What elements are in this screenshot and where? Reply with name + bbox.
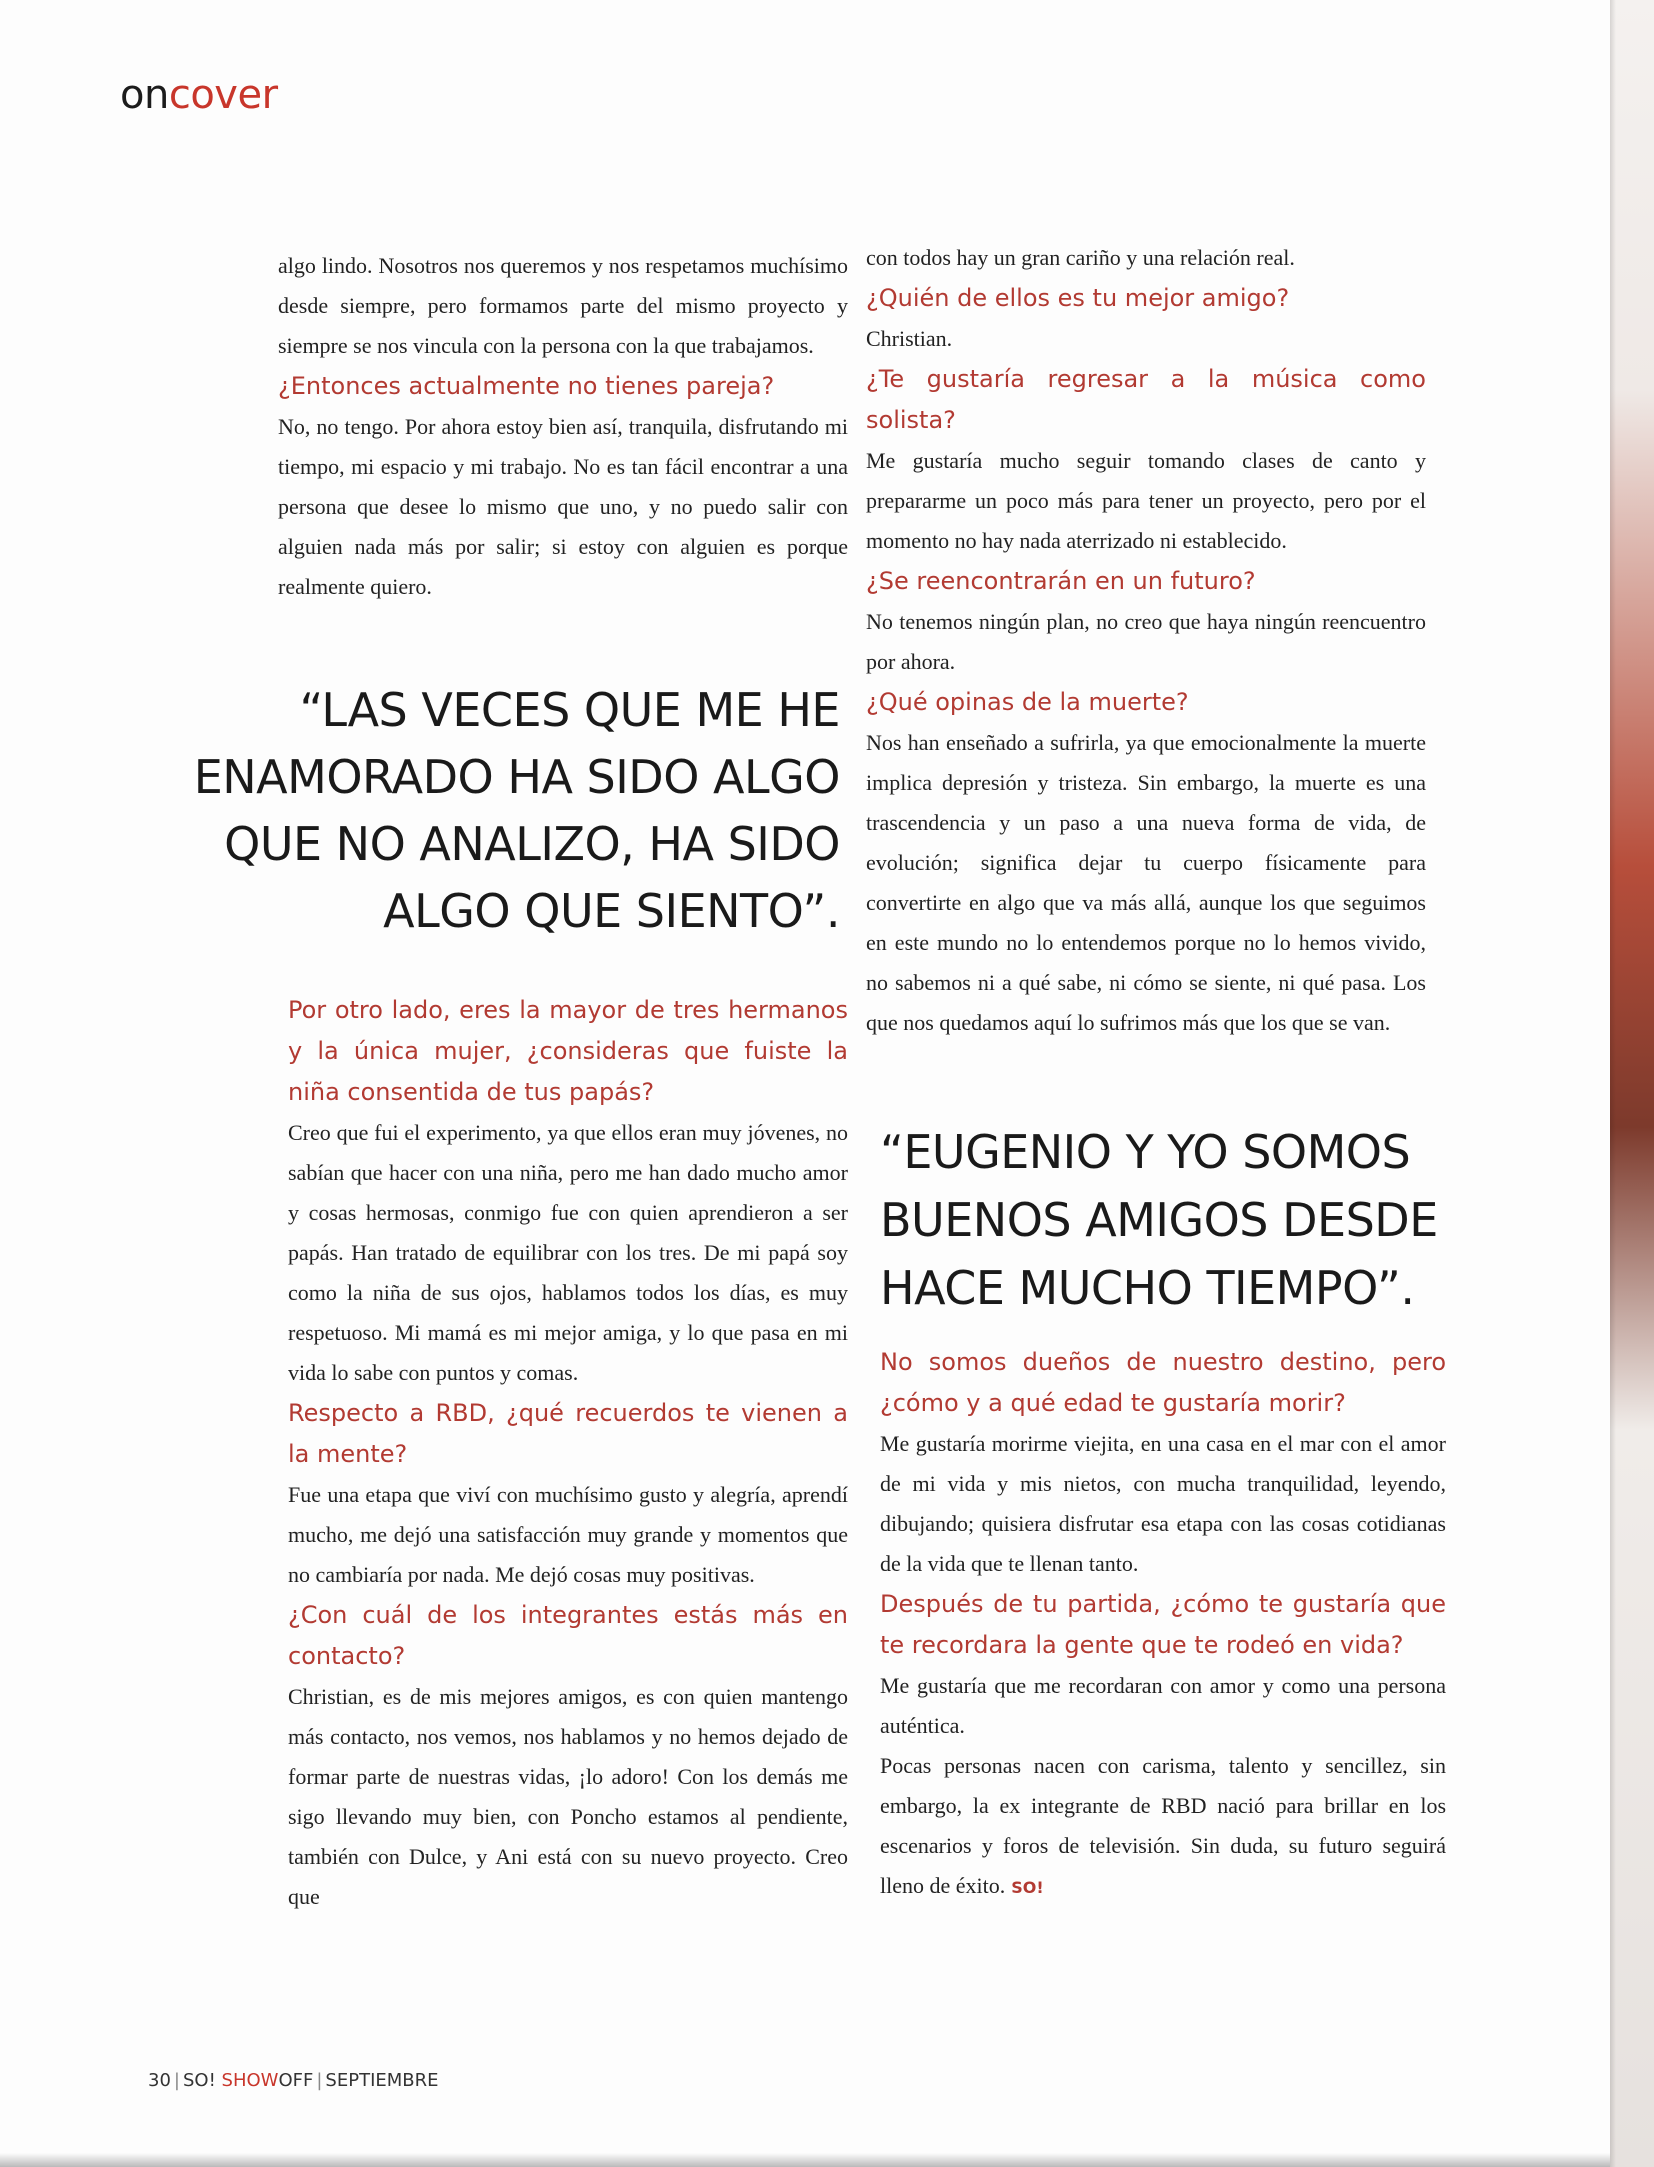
facing-page-edge — [1610, 0, 1654, 2167]
interview-answer: Creo que fui el experimento, ya que ellos eran muy jóvenes, no sabían que hacer con una niña, pero me han dado mucho amor y cosas hermosas, conmigo fue con quien aprendieron a ser papás. Han tratado de equilibrar con los tres. De mi papá soy como la niña de sus ojos, hablamos todos los días, es muy respetuoso. Mi mamá es mi mejor amiga, y lo que pasa en mi vida lo sabe con puntos y comas. — [288, 1120, 848, 1385]
interview-answer: Christian, es de mis mejores amigos, es con quien mantengo más contacto, nos vemos, nos hablamos y no hemos dejado de formar parte de nuestras vidas, ¡lo adoro! Con los demás me sigo llevando muy bien, con Poncho estamos al pendiente, también con Dulce, y Ani está con su nuevo proyecto. Creo que — [288, 1684, 848, 1909]
footer-brand-show: SHOW — [221, 2070, 279, 2091]
interview-question: ¿Entonces actualmente no tienes pareja? — [278, 372, 775, 400]
interview-question: Respecto a RBD, ¿qué recuerdos te vienen a la mente? — [288, 1399, 848, 1468]
interview-question: ¿Qué opinas de la muerte? — [866, 688, 1189, 716]
interview-answer: No tenemos ningún plan, no creo que haya ningún reencuentro por ahora. — [866, 609, 1426, 674]
interview-question: No somos dueños de nuestro destino, pero ¿cómo y a qué edad te gustaría morir? — [880, 1348, 1446, 1417]
right-column-top — [866, 238, 1426, 1043]
footer-separator: | — [173, 2070, 180, 2091]
section-label-on: on — [120, 72, 169, 118]
scan-bottom-shadow — [0, 2153, 1610, 2167]
pull-quote-line: QUE NO ANALIZO, HA SIDO — [224, 817, 840, 871]
interview-question: Por otro lado, eres la mayor de tres hermanos y la única mujer, ¿consideras que fuiste la niña consentida de tus papás? — [288, 996, 848, 1106]
left-column-bottom — [288, 990, 848, 1917]
end-sign: SO! — [1011, 1878, 1044, 1897]
interview-question: ¿Te gustaría regresar a la música como solista? — [866, 365, 1426, 434]
footer-brand-off: OFF — [278, 2070, 314, 2091]
section-label — [120, 72, 278, 118]
interview-question: ¿Se reencontrarán en un futuro? — [866, 567, 1256, 595]
pull-quote-line: HACE MUCHO TIEMPO”. — [880, 1261, 1415, 1315]
interview-answer: Me gustaría que me recordaran con amor y como una persona auténtica. — [880, 1673, 1446, 1738]
pull-quote-line: ALGO QUE SIENTO”. — [383, 884, 840, 938]
page-footer — [148, 2070, 439, 2091]
right-bottom-qa — [880, 1342, 1446, 1746]
interview-answer: Me gustaría morirme viejita, en una casa en el mar con el amor de mi vida y mis nietos, con mucha tranquilidad, leyendo, dibujando; quisiera disfrutar esa etapa con las cosas cotidianas de la vida que te llenan tanto. — [880, 1431, 1446, 1576]
left-column-top — [278, 246, 848, 607]
interview-answer: con todos hay un gran cariño y una relación real. — [866, 245, 1295, 270]
closing-text: Pocas personas nacen con carisma, talento y sencillez, sin embargo, la ex integrante de RBD nació para brillar en los escenarios y foros de televisión. Sin duda, su futuro seguirá lleno de éxito. — [880, 1753, 1446, 1898]
interview-question: Después de tu partida, ¿cómo te gustaría que te recordara la gente que te rodeó en vida? — [880, 1590, 1446, 1659]
footer-separator: | — [316, 2070, 323, 2091]
interview-answer: Christian. — [866, 326, 953, 351]
pull-quote-line: “LAS VECES QUE ME HE — [299, 683, 840, 737]
interview-answer: Fue una etapa que viví con muchísimo gusto y alegría, aprendí mucho, me dejó una satisfacción muy grande y momentos que no cambiaría por nada. Me dejó cosas muy positivas. — [288, 1482, 848, 1587]
footer-brand-so: SO! — [182, 2070, 216, 2091]
interview-question: ¿Con cuál de los integrantes estás más en contacto? — [288, 1601, 848, 1670]
pull-quote-love — [180, 677, 840, 945]
page-number: 30 — [148, 2070, 171, 2091]
interview-answer: Nos han enseñado a sufrirla, ya que emocionalmente la muerte implica depresión y tristeza. Sin embargo, la muerte es una trascendencia y un paso a una nueva forma de vida, de evolución; significa dejar tu cuerpo físicamente para convertirte en algo que va más allá, aunque los que seguimos en este mundo no lo entendemos porque no lo hemos vivido, no sabemos ni a qué sabe, ni cómo se siente, ni qué pasa. Los que nos quedamos aquí lo sufrimos más que los que se van. — [866, 730, 1426, 1035]
closing-paragraph — [880, 1746, 1446, 1908]
right-column-bottom — [880, 1342, 1446, 1908]
footer-month: SEPTIEMBRE — [325, 2070, 439, 2091]
pull-quote-line: BUENOS AMIGOS DESDE — [880, 1193, 1438, 1247]
interview-answer: Me gustaría mucho seguir tomando clases de canto y prepararme un poco más para tener un proyecto, pero por el momento no hay nada aterrizado ni establecido. — [866, 448, 1426, 553]
interview-answer: algo lindo. Nosotros nos queremos y nos respetamos muchísimo desde siempre, pero formamos parte del mismo proyecto y siempre se nos vincula con la persona con la que trabajamos. — [278, 253, 848, 358]
pull-quote-line: “EUGENIO Y YO SOMOS — [880, 1125, 1411, 1179]
pull-quote-eugenio — [880, 1118, 1460, 1322]
pull-quote-line: ENAMORADO HA SIDO ALGO — [193, 750, 840, 804]
interview-question: ¿Quién de ellos es tu mejor amigo? — [866, 284, 1290, 312]
interview-answer: No, no tengo. Por ahora estoy bien así, tranquila, disfrutando mi tiempo, mi espacio y mi trabajo. No es tan fácil encontrar a una persona que desee lo mismo que uno, y no puedo salir con alguien nada más por salir; si estoy con alguien es porque realmente quiero. — [278, 414, 848, 599]
section-label-cover: cover — [168, 72, 278, 118]
